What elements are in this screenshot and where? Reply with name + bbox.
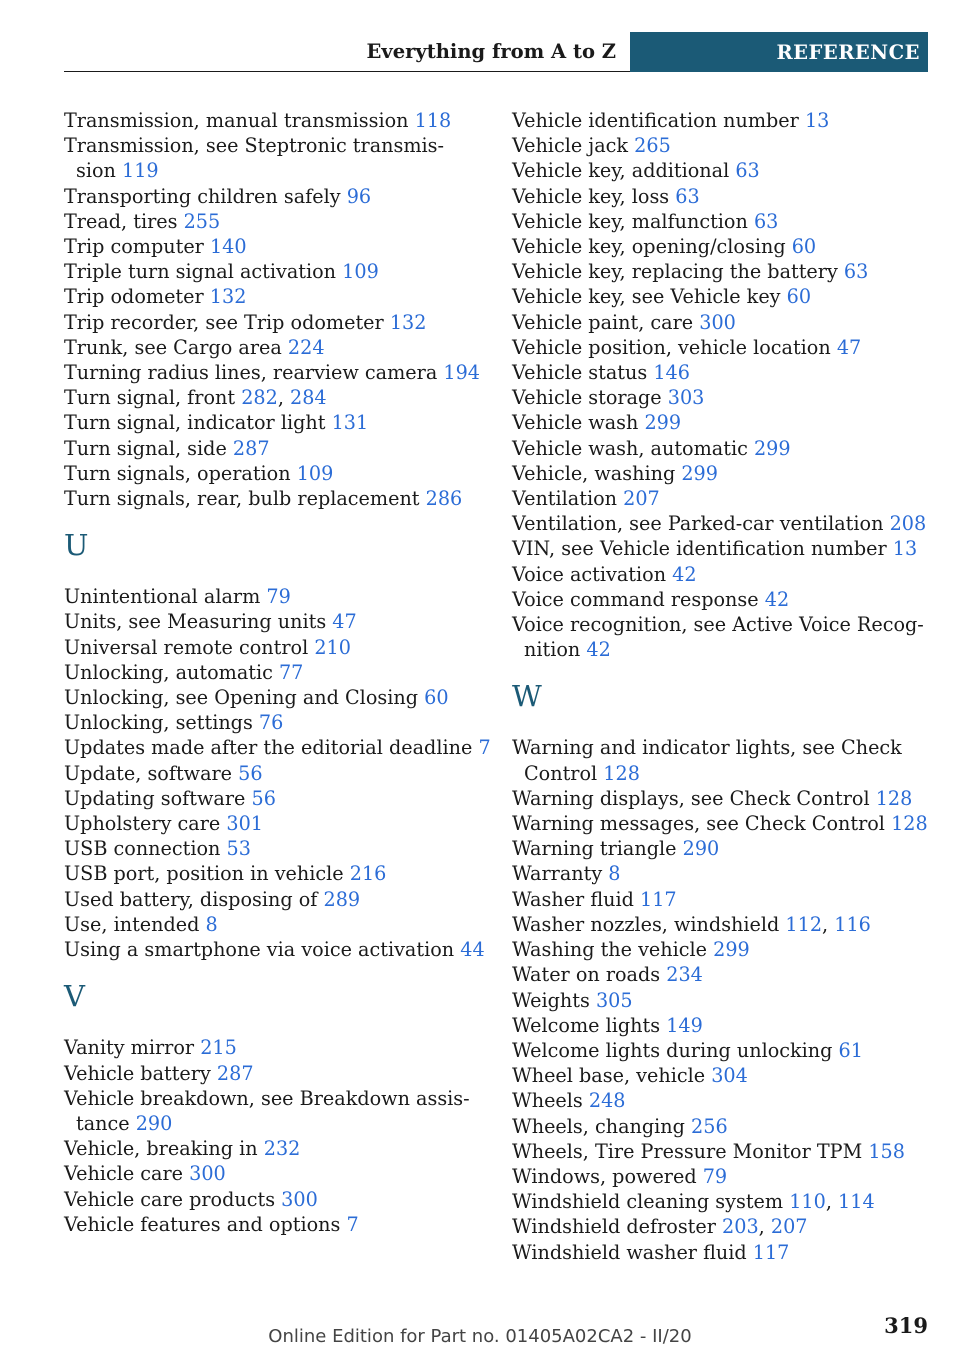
entry-term: Vehicle, breaking in (64, 1137, 258, 1161)
section-title: Everything from A to Z (64, 32, 630, 72)
page-reference-link[interactable]: 282 (241, 386, 278, 410)
index-entry (64, 310, 484, 335)
page-reference-link[interactable]: 224 (287, 335, 325, 359)
entry-term: sion (76, 159, 116, 183)
page-reference-link[interactable]: 299 (713, 938, 750, 962)
section-letter-w: W (512, 679, 542, 714)
page-reference-link[interactable]: 42 (586, 638, 611, 662)
entry-term: Wheels, Tire Pressure Monitor TPM (512, 1139, 863, 1163)
page-reference-link[interactable]: 13 (892, 537, 918, 561)
index-entry (512, 612, 932, 662)
entry-term: Transmission, see Steptronic transmis- (64, 134, 444, 158)
page-reference-link[interactable]: 286 (425, 487, 463, 511)
page-reference-link[interactable]: 299 (753, 436, 791, 460)
entry-term: Vehicle position, vehicle location (512, 335, 831, 359)
entry-term: Vehicle paint, care (512, 310, 694, 334)
page-reference-link[interactable]: 8 (608, 862, 621, 886)
page-reference-link[interactable]: 208 (889, 512, 927, 536)
page-reference-link[interactable]: 210 (314, 635, 351, 659)
page-reference-link[interactable]: 284 (290, 386, 327, 410)
entry-term: Vehicle wash (512, 411, 639, 435)
index-entry (64, 735, 491, 760)
entry-term: Turning radius lines, rearview camera (64, 361, 438, 385)
page-reference-link[interactable]: 300 (699, 310, 736, 334)
index-entry (512, 536, 932, 561)
index-entry (64, 1136, 484, 1161)
entry-term: Turn signal, indicator light (64, 411, 326, 435)
index-entry (64, 436, 484, 461)
index-entry (512, 562, 932, 587)
index-entry (512, 1038, 932, 1063)
index-entry (512, 861, 932, 886)
entry-term: Warranty (512, 862, 603, 886)
page-reference-link[interactable]: 248 (588, 1089, 626, 1113)
index-entry (512, 486, 932, 511)
page-reference-link[interactable]: 53 (226, 837, 251, 861)
index-entry (512, 410, 932, 435)
page-reference-link[interactable]: 8 (205, 912, 218, 936)
entry-term: Used battery, disposing of (64, 887, 318, 911)
entry-term: Turn signals, operation (64, 461, 291, 485)
edition-note: Online Edition for Part no. 01405A02CA2 - II/20 (268, 1326, 692, 1347)
page-reference-link[interactable]: 216 (349, 862, 387, 886)
page-reference-link[interactable]: 63 (843, 260, 869, 284)
index-entry (512, 310, 932, 335)
entry-term: Welcome lights during unlocking (512, 1038, 833, 1062)
index-entry (512, 158, 932, 183)
entry-term: Ventilation (512, 487, 617, 511)
index-entry (512, 259, 932, 284)
page-reference-link[interactable]: 60 (424, 686, 449, 710)
page-reference-link[interactable]: 304 (711, 1064, 748, 1088)
index-entry (512, 988, 932, 1013)
entry-term: Vehicle key, additional (512, 159, 730, 183)
entry-term: Unlocking, see Opening and Closing (64, 686, 418, 710)
page-reference-link[interactable]: 290 (682, 837, 720, 861)
index-entry: Windshield defroster 203, 207 (512, 1215, 808, 1239)
page-reference-link[interactable]: 7 (478, 736, 491, 760)
index-column-left (64, 108, 491, 1237)
page-reference-link[interactable]: 77 (278, 660, 304, 684)
entry-term: Trip odometer (64, 285, 204, 309)
index-entry (512, 587, 932, 612)
page-reference-link[interactable]: 44 (460, 938, 485, 962)
index-entry: Turn signal, front 282, 284 (64, 386, 327, 410)
index-entry (64, 461, 484, 486)
index-entry (512, 811, 932, 836)
index-entry (64, 1086, 484, 1136)
page-reference-link[interactable]: 194 (443, 361, 481, 385)
entry-term: Wheel base, vehicle (512, 1064, 706, 1088)
chapter-label: REFERENCE (630, 32, 928, 72)
page-header (64, 32, 928, 72)
index-entry (512, 209, 932, 234)
page-reference-link[interactable]: 232 (263, 1137, 301, 1161)
entry-term: Updating software (64, 786, 246, 810)
page-reference-link[interactable]: 63 (753, 209, 779, 233)
page-reference-link[interactable]: 305 (595, 988, 633, 1012)
page-reference-link[interactable]: 215 (200, 1036, 237, 1060)
index-entry (64, 1161, 484, 1186)
page-reference-link[interactable]: 42 (764, 587, 790, 611)
page-reference-link[interactable]: 47 (332, 610, 357, 634)
index-entry (512, 335, 932, 360)
index-entry (64, 486, 484, 511)
entry-term: Vehicle key, loss (512, 184, 670, 208)
index-entry (64, 234, 484, 259)
index-entry (512, 234, 932, 259)
entry-term: Trunk, see Cargo area (64, 335, 282, 359)
index-entry (512, 1013, 932, 1038)
index-entry (64, 584, 484, 609)
page-reference-link[interactable]: 117 (640, 887, 677, 911)
entry-term: Control (524, 761, 598, 785)
page-reference-link[interactable]: 118 (414, 109, 452, 132)
page-reference-link[interactable]: 287 (216, 1061, 254, 1085)
page-reference-link[interactable]: 303 (667, 386, 705, 410)
index-entry (64, 1061, 484, 1086)
entry-term: USB port, position in vehicle (64, 862, 344, 886)
entry-term: Turn signals, rear, bulb replacement (64, 487, 420, 511)
page-reference-link[interactable]: 207 (770, 1215, 808, 1239)
index-entry (64, 786, 484, 811)
page-reference-link[interactable]: 132 (209, 285, 247, 309)
page-reference-link[interactable]: 79 (702, 1164, 728, 1188)
index-entry: Windshield cleaning system 110, 114 (512, 1190, 875, 1214)
entry-term: Vehicle status (512, 361, 648, 385)
entry-term: Windshield defroster (512, 1215, 716, 1239)
index-entry (512, 1164, 932, 1189)
entry-term: Wheels (512, 1089, 583, 1113)
entry-term: Vehicle care products (64, 1187, 276, 1211)
index-entry (512, 937, 932, 962)
entry-term: Vehicle wash, automatic (512, 436, 748, 460)
page-reference-link[interactable]: 207 (623, 487, 660, 511)
index-entry (64, 360, 484, 385)
entry-term: Vehicle battery (64, 1061, 211, 1085)
index-entry (512, 786, 932, 811)
entry-term: Vanity mirror (64, 1036, 195, 1060)
page-reference-link[interactable]: 110 (789, 1190, 826, 1214)
entry-term: Unlocking, automatic (64, 660, 273, 684)
index-entry (512, 385, 932, 410)
page-reference-link[interactable]: 109 (342, 260, 379, 284)
index-entry (512, 511, 932, 536)
page-reference-link[interactable]: 140 (209, 235, 247, 259)
index-entry (512, 284, 932, 309)
entry-term: Universal remote control (64, 635, 309, 659)
entry-term: Turn signal, side (64, 436, 227, 460)
page-reference-link[interactable]: 60 (786, 285, 812, 309)
page-reference-link[interactable]: 96 (346, 184, 372, 208)
index-entry (64, 861, 484, 886)
page-reference-link[interactable]: 300 (189, 1162, 226, 1186)
entry-term: Weights (512, 988, 590, 1012)
page-reference-link[interactable]: 56 (251, 786, 276, 810)
page-reference-link[interactable]: 112 (785, 912, 823, 936)
index-entry (64, 133, 484, 183)
index-entry (512, 887, 932, 912)
page-reference-link[interactable]: 109 (296, 461, 334, 485)
entry-term: Vehicle key, see Vehicle key (512, 285, 781, 309)
entry-term: Water on roads (512, 963, 661, 987)
index-entry (512, 1088, 932, 1113)
entry-term: tance (76, 1111, 130, 1135)
index-column-right (512, 108, 932, 1265)
index-entry (64, 1187, 484, 1212)
entry-term: Vehicle jack (512, 134, 629, 158)
page-reference-link[interactable]: 47 (836, 335, 862, 359)
page-reference-link[interactable]: 299 (681, 461, 718, 485)
entry-term: VIN, see Vehicle identification number (512, 537, 887, 561)
page-reference-link[interactable]: 290 (135, 1111, 173, 1135)
page-number: 319 (884, 1313, 928, 1338)
entry-term: Vehicle, washing (512, 461, 676, 485)
index-entry (64, 937, 484, 962)
index-entry (64, 335, 484, 360)
entry-term: Welcome lights (512, 1013, 661, 1037)
page-reference-link[interactable]: 255 (183, 209, 221, 233)
page-reference-link[interactable]: 63 (735, 159, 760, 183)
entry-term: Voice command response (512, 587, 759, 611)
entry-term: Units, see Measuring units (64, 610, 327, 634)
index-entry (64, 685, 484, 710)
entry-term: Warning displays, see Check Control (512, 786, 870, 810)
entry-term: Vehicle identification number (512, 109, 799, 132)
entry-term: Washing the vehicle (512, 938, 708, 962)
index-entry: Washer nozzles, windshield 112, 116 (512, 912, 871, 936)
page-reference-link[interactable]: 299 (644, 411, 682, 435)
page-reference-link[interactable]: 265 (634, 134, 671, 158)
index-entry (64, 811, 484, 836)
page-reference-link[interactable]: 234 (666, 963, 703, 987)
index-entry (512, 360, 932, 385)
index-entry (64, 912, 484, 937)
page-reference-link[interactable]: 76 (258, 711, 284, 735)
index-entry (64, 284, 484, 309)
index-entry (64, 660, 484, 685)
index-entry (64, 1212, 484, 1237)
entry-term: Windshield cleaning system (512, 1190, 784, 1214)
entry-term: Unlocking, settings (64, 711, 253, 735)
index-entry (64, 887, 484, 912)
page-reference-link[interactable]: 13 (804, 109, 830, 132)
index-entry (64, 761, 484, 786)
entry-term: Warning messages, see Check Control (512, 812, 885, 836)
entry-term: Vehicle key, opening/closing (512, 235, 786, 259)
entry-term: Transporting children safely (64, 184, 341, 208)
page-reference-link[interactable]: 114 (838, 1190, 875, 1214)
entry-term: nition (524, 638, 581, 662)
entry-term: Vehicle key, replacing the battery (512, 260, 838, 284)
index-entry (512, 735, 932, 785)
entry-term: Unintentional alarm (64, 585, 261, 609)
entry-term: Triple turn signal activation (64, 260, 337, 284)
entry-term: Update, software (64, 761, 233, 785)
entry-term: Windows, powered (512, 1164, 697, 1188)
page-reference-link[interactable]: 117 (752, 1240, 790, 1264)
entry-term: Windshield washer fluid (512, 1240, 747, 1264)
index-entry (512, 108, 932, 133)
section-letter-u: U (64, 528, 89, 563)
page-reference-link[interactable]: 7 (346, 1212, 359, 1236)
index-entry (64, 184, 484, 209)
page-reference-link[interactable]: 132 (389, 310, 427, 334)
page-reference-link[interactable]: 158 (868, 1139, 905, 1163)
entry-term: USB connection (64, 837, 221, 861)
index-entry (512, 461, 932, 486)
entry-term: Using a smartphone via voice activation (64, 938, 455, 962)
page-reference-link[interactable]: 79 (266, 585, 291, 609)
entry-term: Turn signal, front (64, 386, 236, 410)
page-reference-link[interactable]: 119 (122, 159, 159, 183)
index-entry (64, 635, 484, 660)
page-reference-link[interactable]: 128 (891, 812, 928, 836)
entry-term: Transmission, manual transmission (64, 109, 409, 132)
index-entry (64, 209, 484, 234)
entry-term: Voice recognition, see Active Voice Recog- (512, 613, 924, 637)
entry-term: Warning triangle (512, 837, 677, 861)
index-entry (512, 962, 932, 987)
entry-term: Ventilation, see Parked-car ventilation (512, 512, 884, 536)
index-entry (512, 836, 932, 861)
entry-term: Updates made after the editorial deadline (64, 736, 473, 760)
index-entry (512, 1240, 932, 1265)
entry-term: Use, intended (64, 912, 200, 936)
index-entry (512, 1139, 932, 1164)
entry-term: Wheels, changing (512, 1114, 685, 1138)
index-entry (64, 710, 484, 735)
index-entry (64, 836, 484, 861)
page-reference-link[interactable]: 203 (722, 1215, 759, 1239)
page-reference-link[interactable]: 131 (331, 411, 369, 435)
index-entry (64, 410, 484, 435)
page-reference-link[interactable]: 116 (834, 912, 871, 936)
index-entry (64, 1035, 484, 1060)
entry-term: Vehicle care (64, 1162, 183, 1186)
page-reference-link[interactable]: 42 (672, 562, 697, 586)
page-reference-link[interactable]: 289 (323, 887, 361, 911)
page-reference-link[interactable]: 301 (226, 812, 263, 836)
index-entry (512, 1114, 932, 1139)
entry-term: Washer fluid (512, 887, 634, 911)
entry-term: Vehicle breakdown, see Breakdown assis- (64, 1086, 470, 1110)
index-entry (64, 108, 484, 133)
page-reference-link[interactable]: 256 (691, 1114, 728, 1138)
page-reference-link[interactable]: 63 (675, 184, 700, 208)
section-letter-v: V (64, 979, 85, 1014)
page-reference-link[interactable]: 146 (653, 361, 690, 385)
entry-term: Vehicle key, malfunction (512, 209, 748, 233)
page-reference-link[interactable]: 300 (281, 1187, 318, 1211)
entry-term: Trip computer (64, 235, 204, 259)
index-entry (64, 609, 484, 634)
page-reference-link[interactable]: 149 (666, 1013, 703, 1037)
entry-term: Tread, tires (64, 209, 178, 233)
entry-term: Washer nozzles, windshield (512, 912, 780, 936)
index-entry (512, 1063, 932, 1088)
entry-term: Trip recorder, see Trip odometer (64, 310, 384, 334)
page-reference-link[interactable]: 128 (603, 761, 640, 785)
entry-term: Upholstery care (64, 812, 221, 836)
entry-term: Voice activation (512, 562, 667, 586)
page-reference-link[interactable]: 128 (875, 786, 913, 810)
page-reference-link[interactable]: 60 (791, 235, 817, 259)
index-entry (512, 184, 932, 209)
index-entry (64, 259, 484, 284)
index-entry (512, 133, 932, 158)
entry-term: Warning and indicator lights, see Check (512, 736, 902, 760)
entry-term: Vehicle storage (512, 386, 662, 410)
index-entry (512, 436, 932, 461)
page-reference-link[interactable]: 56 (238, 761, 263, 785)
page-reference-link[interactable]: 61 (838, 1038, 863, 1062)
entry-term: Vehicle features and options (64, 1212, 341, 1236)
page-reference-link[interactable]: 287 (232, 436, 270, 460)
